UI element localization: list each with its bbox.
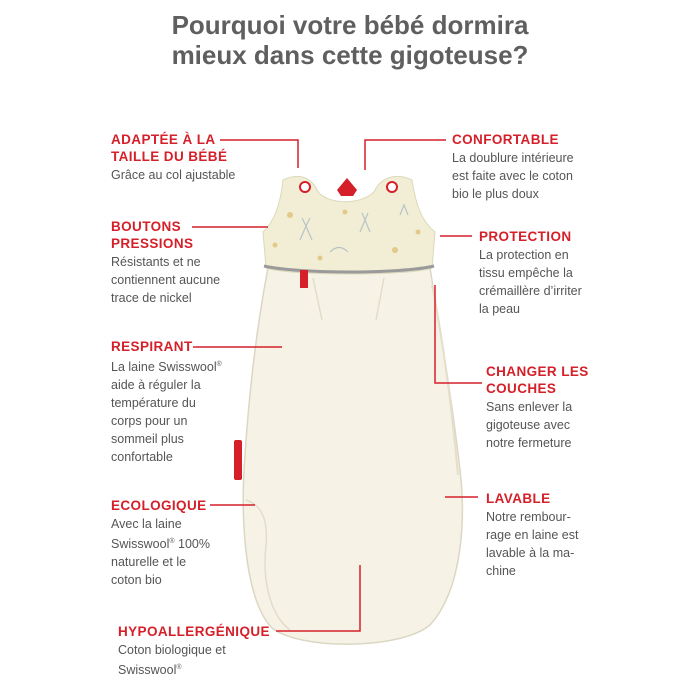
feature-couches	[486, 363, 589, 452]
feature-couches-title: CHANGER LES COUCHES	[486, 364, 589, 396]
feature-hypo-text: Coton biologique et Swisswool®	[118, 643, 226, 678]
feature-adaptee	[111, 131, 235, 184]
feature-protection-title: PROTECTION	[479, 229, 572, 244]
feature-protection	[479, 228, 582, 318]
care-tag-icon	[300, 270, 308, 288]
snap-button-left	[300, 182, 310, 192]
feature-boutons-title: BOUTONS PRESSIONS	[111, 219, 194, 251]
feature-lavable-text: Notre rembour- rage en laine est lavable à la ma- chine	[486, 510, 579, 578]
feature-respirant	[111, 338, 222, 466]
brand-tag-icon	[337, 178, 357, 196]
feature-boutons	[111, 218, 220, 307]
page-title-line1: Pourquoi votre bébé dormira	[171, 10, 529, 40]
feature-adaptee-text: Grâce au col ajustable	[111, 168, 236, 182]
feature-lavable-title: LAVABLE	[486, 491, 551, 506]
feature-hypo-title: HYPOALLERGÉNIQUE	[118, 624, 270, 639]
feature-ecologique-text: Avec la laine Swisswool® 100% naturelle et le coton bio	[111, 517, 210, 588]
snap-button-right	[387, 182, 397, 192]
feature-hypoallergenique	[118, 623, 270, 679]
feature-protection-text: La protection en tissu empêche la crémaillère d’irriter la peau	[479, 248, 582, 316]
page-title-line2: mieux dans cette gigoteuse?	[171, 40, 529, 70]
feature-confortable-title: CONFORTABLE	[452, 132, 559, 147]
sleeping-bag-body	[243, 268, 462, 644]
feature-confortable-text: La doublure intérieure est faite avec le coton bio le plus doux	[452, 151, 574, 201]
feature-couches-text: Sans enlever la gigoteuse avec notre fermeture	[486, 400, 573, 450]
feature-respirant-title: RESPIRANT	[111, 339, 193, 354]
feature-adaptee-title: ADAPTÉE À LA TAILLE DU BÉBÉ	[111, 132, 228, 164]
feature-respirant-text: La laine Swisswool® aide à réguler la température du corps pour un sommeil plus confortable	[111, 360, 222, 465]
zipper-pull-icon	[234, 440, 242, 480]
feature-ecologique-title: ECOLOGIQUE	[111, 498, 207, 513]
feature-lavable	[486, 490, 578, 580]
feature-boutons-text: Résistants et ne contiennent aucune trace de nickel	[111, 255, 221, 305]
feature-confortable	[452, 131, 574, 203]
feature-ecologique	[111, 497, 210, 589]
